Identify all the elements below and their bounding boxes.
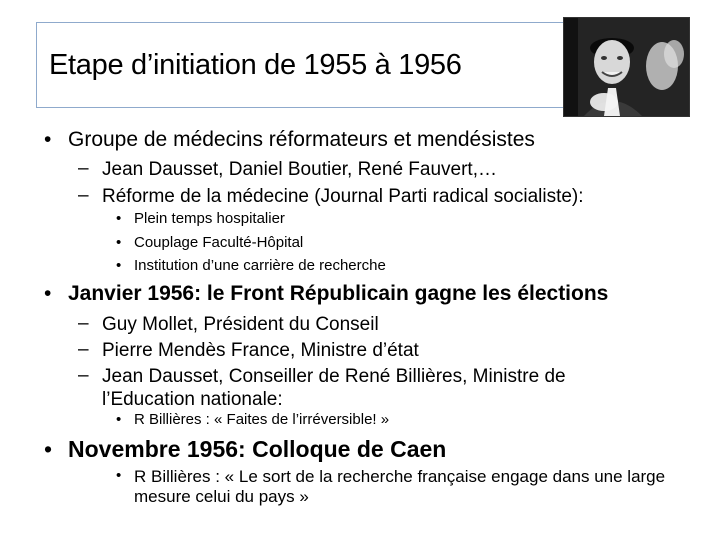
slide-body: • Groupe de médecins réformateurs et mendésistes – Jean Dausset, Daniel Boutier, René Fauvert,… – Réforme de la médecine (Journal Parti radical socialiste): • Plein temps hospitalier • Couplage Faculté-Hôpital • Institution d’une carrière de recherche • Janvier 1956: le Front Républicain gagne les élections – Guy Mollet, Président du Conseil – Pierre Mendès France, Ministre d’état – Jean Dausset, Conseiller de René Billières, Ministre de l’Education nationale: • R Billières : « Faites de l’irréversible! » • Novembre 1956: Colloque de Caen • R Billières : « Le sort de la recherche française engage dans une large mesure celui du pays » [44,128,666,506]
dash-icon: – [78,158,89,179]
bullet-icon: • [116,467,122,484]
bullet-icon: • [44,282,52,305]
bullet-icon: • [116,210,122,227]
dash-icon: – [78,185,89,206]
bullet-icon: • [116,411,122,428]
bullet-icon: • [44,128,52,151]
section-1-heading: Groupe de médecins réformateurs et mendésistes [68,128,535,151]
bullet-icon: • [116,234,122,251]
dash-icon: – [78,365,89,386]
bullet-icon: • [44,436,53,462]
dash-icon: – [78,313,89,334]
section-2-heading: Janvier 1956: le Front Républicain gagne les élections [68,282,609,305]
dash-icon: – [78,339,89,360]
bullet-icon: • [116,257,122,274]
section-3-heading: Novembre 1956: Colloque de Caen [68,436,447,462]
slide-title: Etape d’initiation de 1955 à 1956 [49,48,462,81]
